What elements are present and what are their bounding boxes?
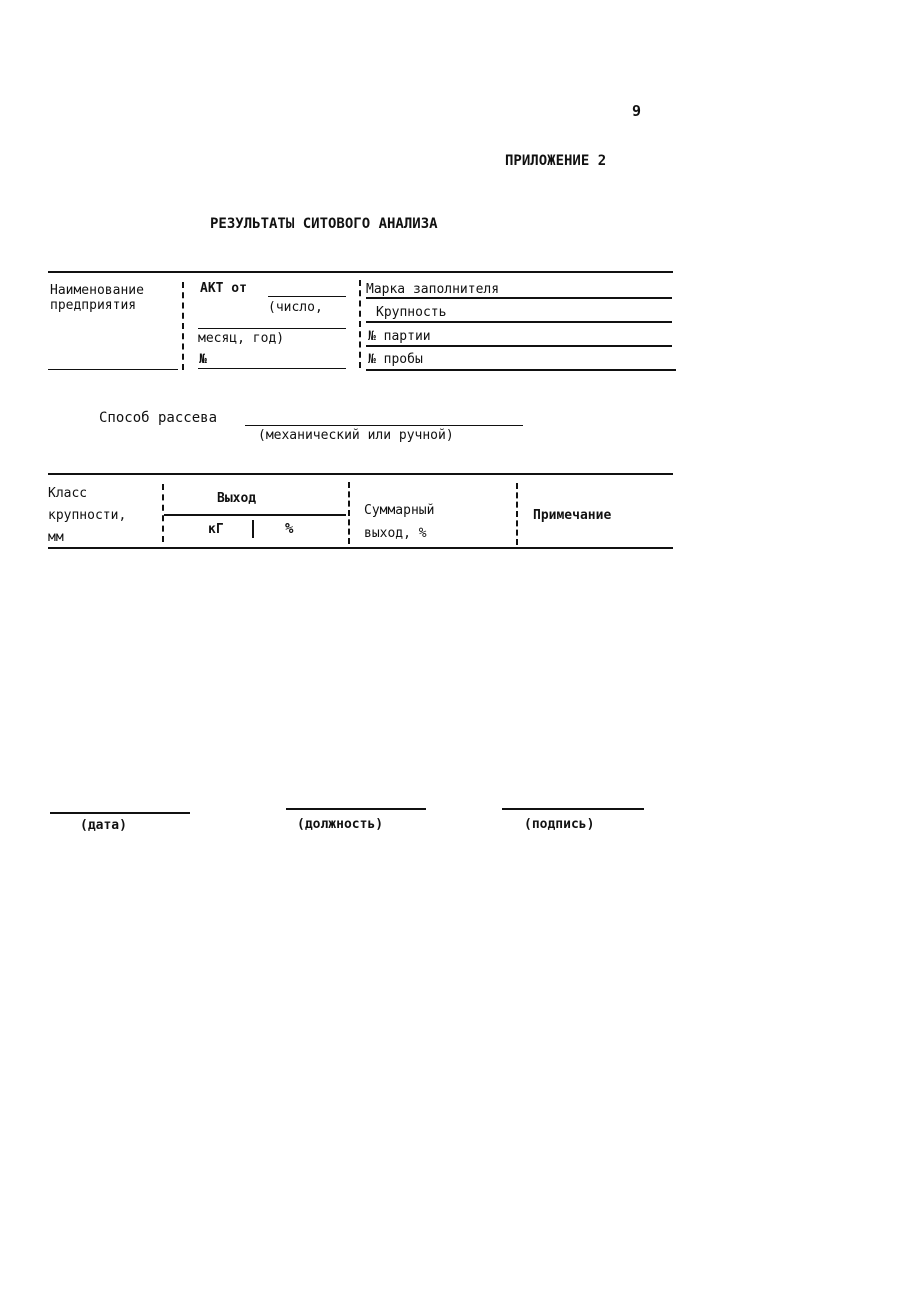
results-divider-2: [348, 482, 350, 544]
aggregate-grade-line: [366, 297, 672, 299]
date-signature-line: [50, 812, 190, 814]
grain-size-label: Крупность: [376, 305, 447, 320]
enterprise-field-line: [48, 369, 178, 370]
page-number: 9: [632, 102, 642, 120]
date-caption: (дата): [80, 818, 127, 833]
yield-percent-header: %: [285, 521, 294, 537]
results-table-top-rule: [48, 473, 673, 475]
yield-subheader-rule: [164, 514, 346, 516]
results-divider-1: [162, 484, 164, 542]
batch-number-line: [366, 345, 672, 347]
batch-number-label: № партии: [368, 329, 431, 344]
yield-kg-header: кГ: [208, 522, 224, 537]
sample-number-line: [366, 369, 676, 371]
enterprise-label: Наименование предприятия: [50, 283, 144, 313]
remarks-header: Примечание: [533, 508, 612, 523]
signature-caption: (подпись): [524, 817, 595, 832]
position-caption: (должность): [297, 817, 384, 832]
act-number-sign: №: [199, 352, 207, 367]
act-date-line-2: [198, 328, 346, 329]
signature-line: [502, 808, 644, 810]
yield-header: Выход: [217, 491, 257, 506]
date-hint-day: (число,: [268, 300, 323, 315]
yield-inner-divider: [252, 520, 254, 538]
results-table-bottom-rule: [48, 547, 673, 549]
header-divider-1: [182, 282, 184, 370]
act-number-line: [198, 368, 346, 369]
sample-number-label: № пробы: [368, 352, 423, 367]
cumulative-yield-header: Суммарный выход, %: [364, 503, 435, 541]
sieving-method-label: Способ рассева: [99, 410, 218, 426]
results-divider-3: [516, 483, 518, 545]
page-title: РЕЗУЛЬТАТЫ СИТОВОГО АНАЛИЗА: [210, 216, 438, 232]
sieving-method-hint: (механический или ручной): [258, 428, 454, 443]
sieving-method-line: [245, 425, 523, 426]
act-date-line: [268, 296, 346, 297]
header-divider-2: [359, 280, 361, 368]
appendix-label: ПРИЛОЖЕНИЕ 2: [505, 153, 607, 169]
act-label: АКТ от: [200, 281, 247, 296]
position-signature-line: [286, 808, 426, 810]
grain-size-line: [366, 321, 672, 323]
aggregate-grade-label: Марка заполнителя: [366, 282, 500, 297]
date-hint-month-year: месяц, год): [198, 331, 285, 346]
header-table-top-rule: [48, 271, 673, 273]
grain-class-header: Класс крупности, мм: [48, 486, 127, 545]
